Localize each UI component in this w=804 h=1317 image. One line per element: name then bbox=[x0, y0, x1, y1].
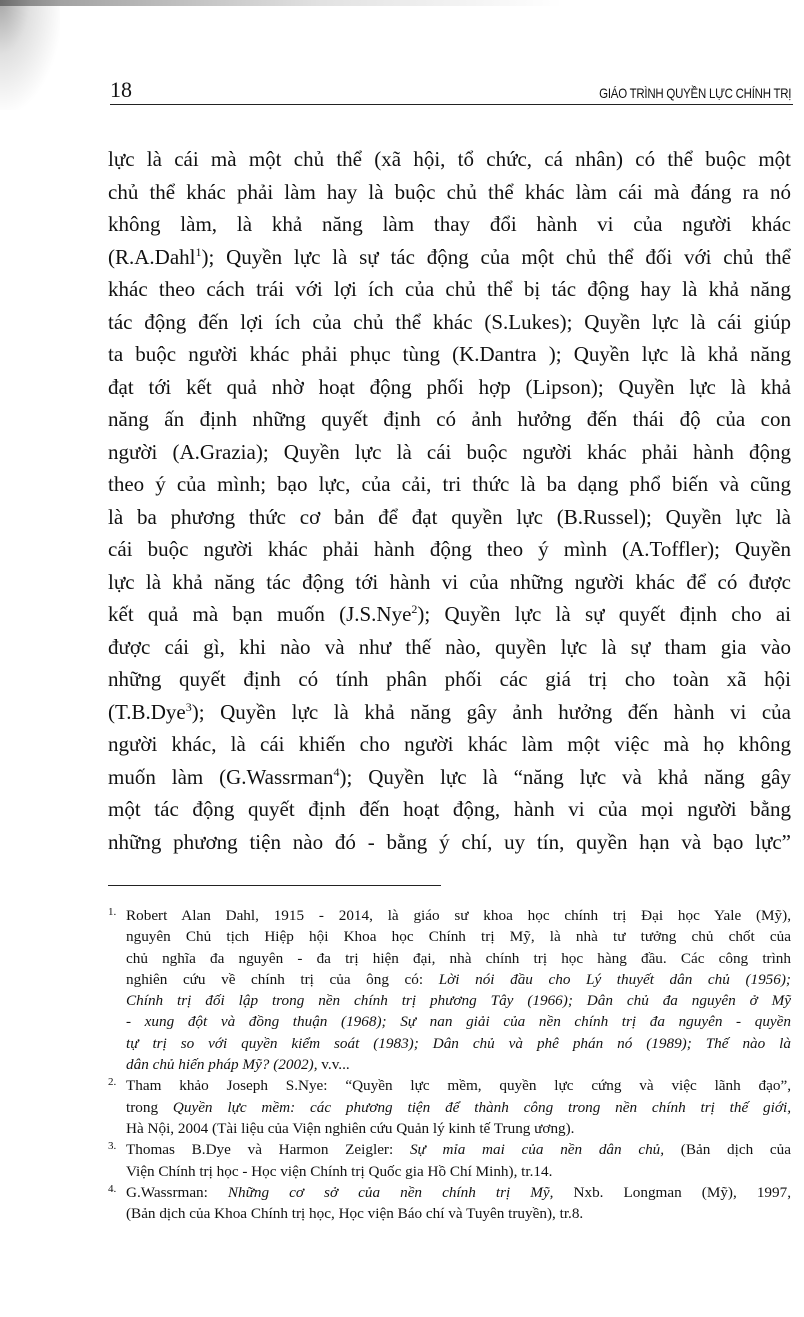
footnote-line: chủ nghĩa đa nguyên - đa trị hiện đại, nhà chính trị học hàng đầu. Các công trình bbox=[126, 949, 791, 967]
footnote-2 bbox=[108, 1075, 791, 1139]
footnote-ref[interactable]: 4 bbox=[333, 764, 340, 779]
footnote-1 bbox=[108, 905, 791, 1075]
footnote-line: nguyên Chủ tịch Hiệp hội Khoa học Chính trị Mỹ, là nhà tư tưởng chủ chốt của bbox=[126, 928, 791, 946]
text-line: lực là khả năng tác động tới hành vi của những người khác để có được bbox=[108, 569, 791, 594]
text-line: ta buộc người khác phải phục tùng (K.Dantra ); Quyền lực là khả năng bbox=[108, 342, 791, 366]
text-line: người khác, là cái khiến cho người khác làm một việc mà họ không bbox=[108, 732, 791, 756]
footnote-line: Thomas B.Dye và Harmon Zeigler: Sự mỉa mai của nền dân chủ, (Bản dịch của bbox=[126, 1141, 791, 1159]
text-line: theo ý của mình; bạo lực, của cải, tri thức là ba dạng phổ biến và cũng bbox=[108, 472, 791, 496]
footnote-line: Viện Chính trị học - Học viện Chính trị Quốc gia Hồ Chí Minh), tr.14. bbox=[126, 1162, 553, 1180]
text-line: chủ thể khác phải làm hay là buộc chủ thể khác làm cái mà đáng ra nó bbox=[108, 179, 791, 204]
text-line: năng ấn định những quyết định có ảnh hưởng đến thái độ của con bbox=[108, 407, 791, 431]
main-text bbox=[108, 143, 791, 858]
text-line: được cái gì, khi nào và như thế nào, quyền lực là sự tham gia vào bbox=[108, 634, 791, 659]
text-line: người (A.Grazia); Quyền lực là cái buộc người khác phải hành động bbox=[108, 439, 791, 464]
scan-top-shadow bbox=[0, 0, 804, 6]
running-title: GIÁO TRÌNH QUYỀN LỰC CHÍNH TRỊ bbox=[598, 85, 791, 101]
footnote-mark: 3. bbox=[108, 1140, 117, 1153]
text-line: đạt tới kết quả nhờ hoạt động phối hợp (Lipson); Quyền lực là khả bbox=[108, 374, 791, 399]
footnote-ref[interactable]: 3 bbox=[185, 699, 192, 714]
footnote-mark: 4. bbox=[108, 1182, 117, 1195]
footnote-ref[interactable]: 1 bbox=[195, 244, 202, 259]
footnote-mark: 2. bbox=[108, 1076, 117, 1089]
footnote-divider bbox=[108, 885, 441, 886]
page-number: 18 bbox=[110, 77, 132, 102]
footnote-line: Tham khảo Joseph S.Nye: “Quyền lực mềm, quyền lực cứng và việc lãnh đạo”, bbox=[126, 1077, 791, 1095]
footnote-line: G.Wassrman: Những cơ sở của nền chính trị Mỹ, Nxb. Longman (Mỹ), 1997, bbox=[126, 1183, 791, 1201]
footnotes bbox=[108, 905, 791, 1224]
footnote-line: - xung đột và đồng thuận (1968); Sự nan giải của nền chính trị đa nguyên - quyền bbox=[126, 1013, 791, 1031]
text-line: (R.A.Dahl$^1$); Quyền lực là sự tác động của một chủ thể đối với chủ thể bbox=[108, 244, 791, 269]
footnote-line: trong Quyền lực mềm: các phương tiện để thành công trong nền chính trị thế giới, bbox=[126, 1098, 791, 1116]
text-line: kết quả mà bạn muốn (J.S.Nye$^2$); Quyền lực là sự quyết định cho ai bbox=[108, 602, 791, 626]
text-line: khác theo cách trái với lợi ích của chủ thể bị tác động hay là khả năng bbox=[108, 277, 791, 301]
footnote-line: Hà Nội, 2004 (Tài liệu của Viện nghiên cứu Quản lý kinh tế Trung ương). bbox=[126, 1119, 575, 1137]
text-line: những quyết định có tính phân phối các giá trị cho toàn xã hội bbox=[108, 667, 791, 691]
footnote-mark: 1. bbox=[108, 906, 117, 918]
footnote-ref[interactable]: 2 bbox=[411, 602, 418, 616]
text-line: (T.B.Dye$^3$); Quyền lực là khả năng gây ảnh hưởng đến hành vi của bbox=[108, 699, 791, 724]
text-line: lực là cái mà một chủ thể (xã hội, tổ chức, cá nhân) có thể buộc một bbox=[108, 147, 791, 171]
footnote-3 bbox=[108, 1139, 791, 1182]
footnote-line: Robert Alan Dahl, 1915 - 2014, là giáo sư khoa học chính trị Đại học Yale (Mỹ), bbox=[126, 907, 791, 924]
text-line: muốn làm (G.Wassrman$^4$); Quyền lực là “năng lực và khả năng gây bbox=[108, 764, 792, 789]
text-line: không làm, là khả năng làm thay đổi hành vi của người khác bbox=[108, 212, 791, 236]
text-line: cái buộc người khác phải hành động theo ý mình (A.Toffler); Quyền bbox=[108, 537, 791, 561]
text-line: một tác động quyết định đến hoạt động, hành vi của mọi người bằng bbox=[108, 797, 791, 821]
footnote-line: tự trị so với quyền kiểm soát (1983); Dân chủ và phê phán nó (1989); Thế nào là bbox=[126, 1034, 791, 1052]
text-line: những phương tiện nào đó - bằng ý chí, uy tín, quyền hạn và bạo lực” bbox=[108, 829, 791, 854]
text-line: là ba phương thức cơ bản để đạt quyền lực (B.Russel); Quyền lực là bbox=[108, 504, 791, 529]
footnote-line: nghiên cứu về chính trị của ông có: Lời nói đầu cho Lý thuyết dân chủ (1956); bbox=[126, 970, 791, 988]
footnote-4 bbox=[108, 1182, 791, 1225]
footnote-line: dân chủ hiến pháp Mỹ? (2002), v.v... bbox=[126, 1056, 350, 1074]
scan-shadow bbox=[0, 0, 60, 110]
footnote-line: (Bản dịch của Khoa Chính trị học, Học viện Báo chí và Tuyên truyền), tr.8. bbox=[126, 1205, 584, 1223]
page-header bbox=[110, 74, 793, 105]
text-line: tác động đến lợi ích của chủ thể khác (S.Lukes); Quyền lực là cái giúp bbox=[108, 309, 791, 334]
footnote-line: Chính trị đối lập trong nền chính trị phương Tây (1966); Dân chủ đa nguyên ở Mỹ bbox=[126, 992, 791, 1010]
